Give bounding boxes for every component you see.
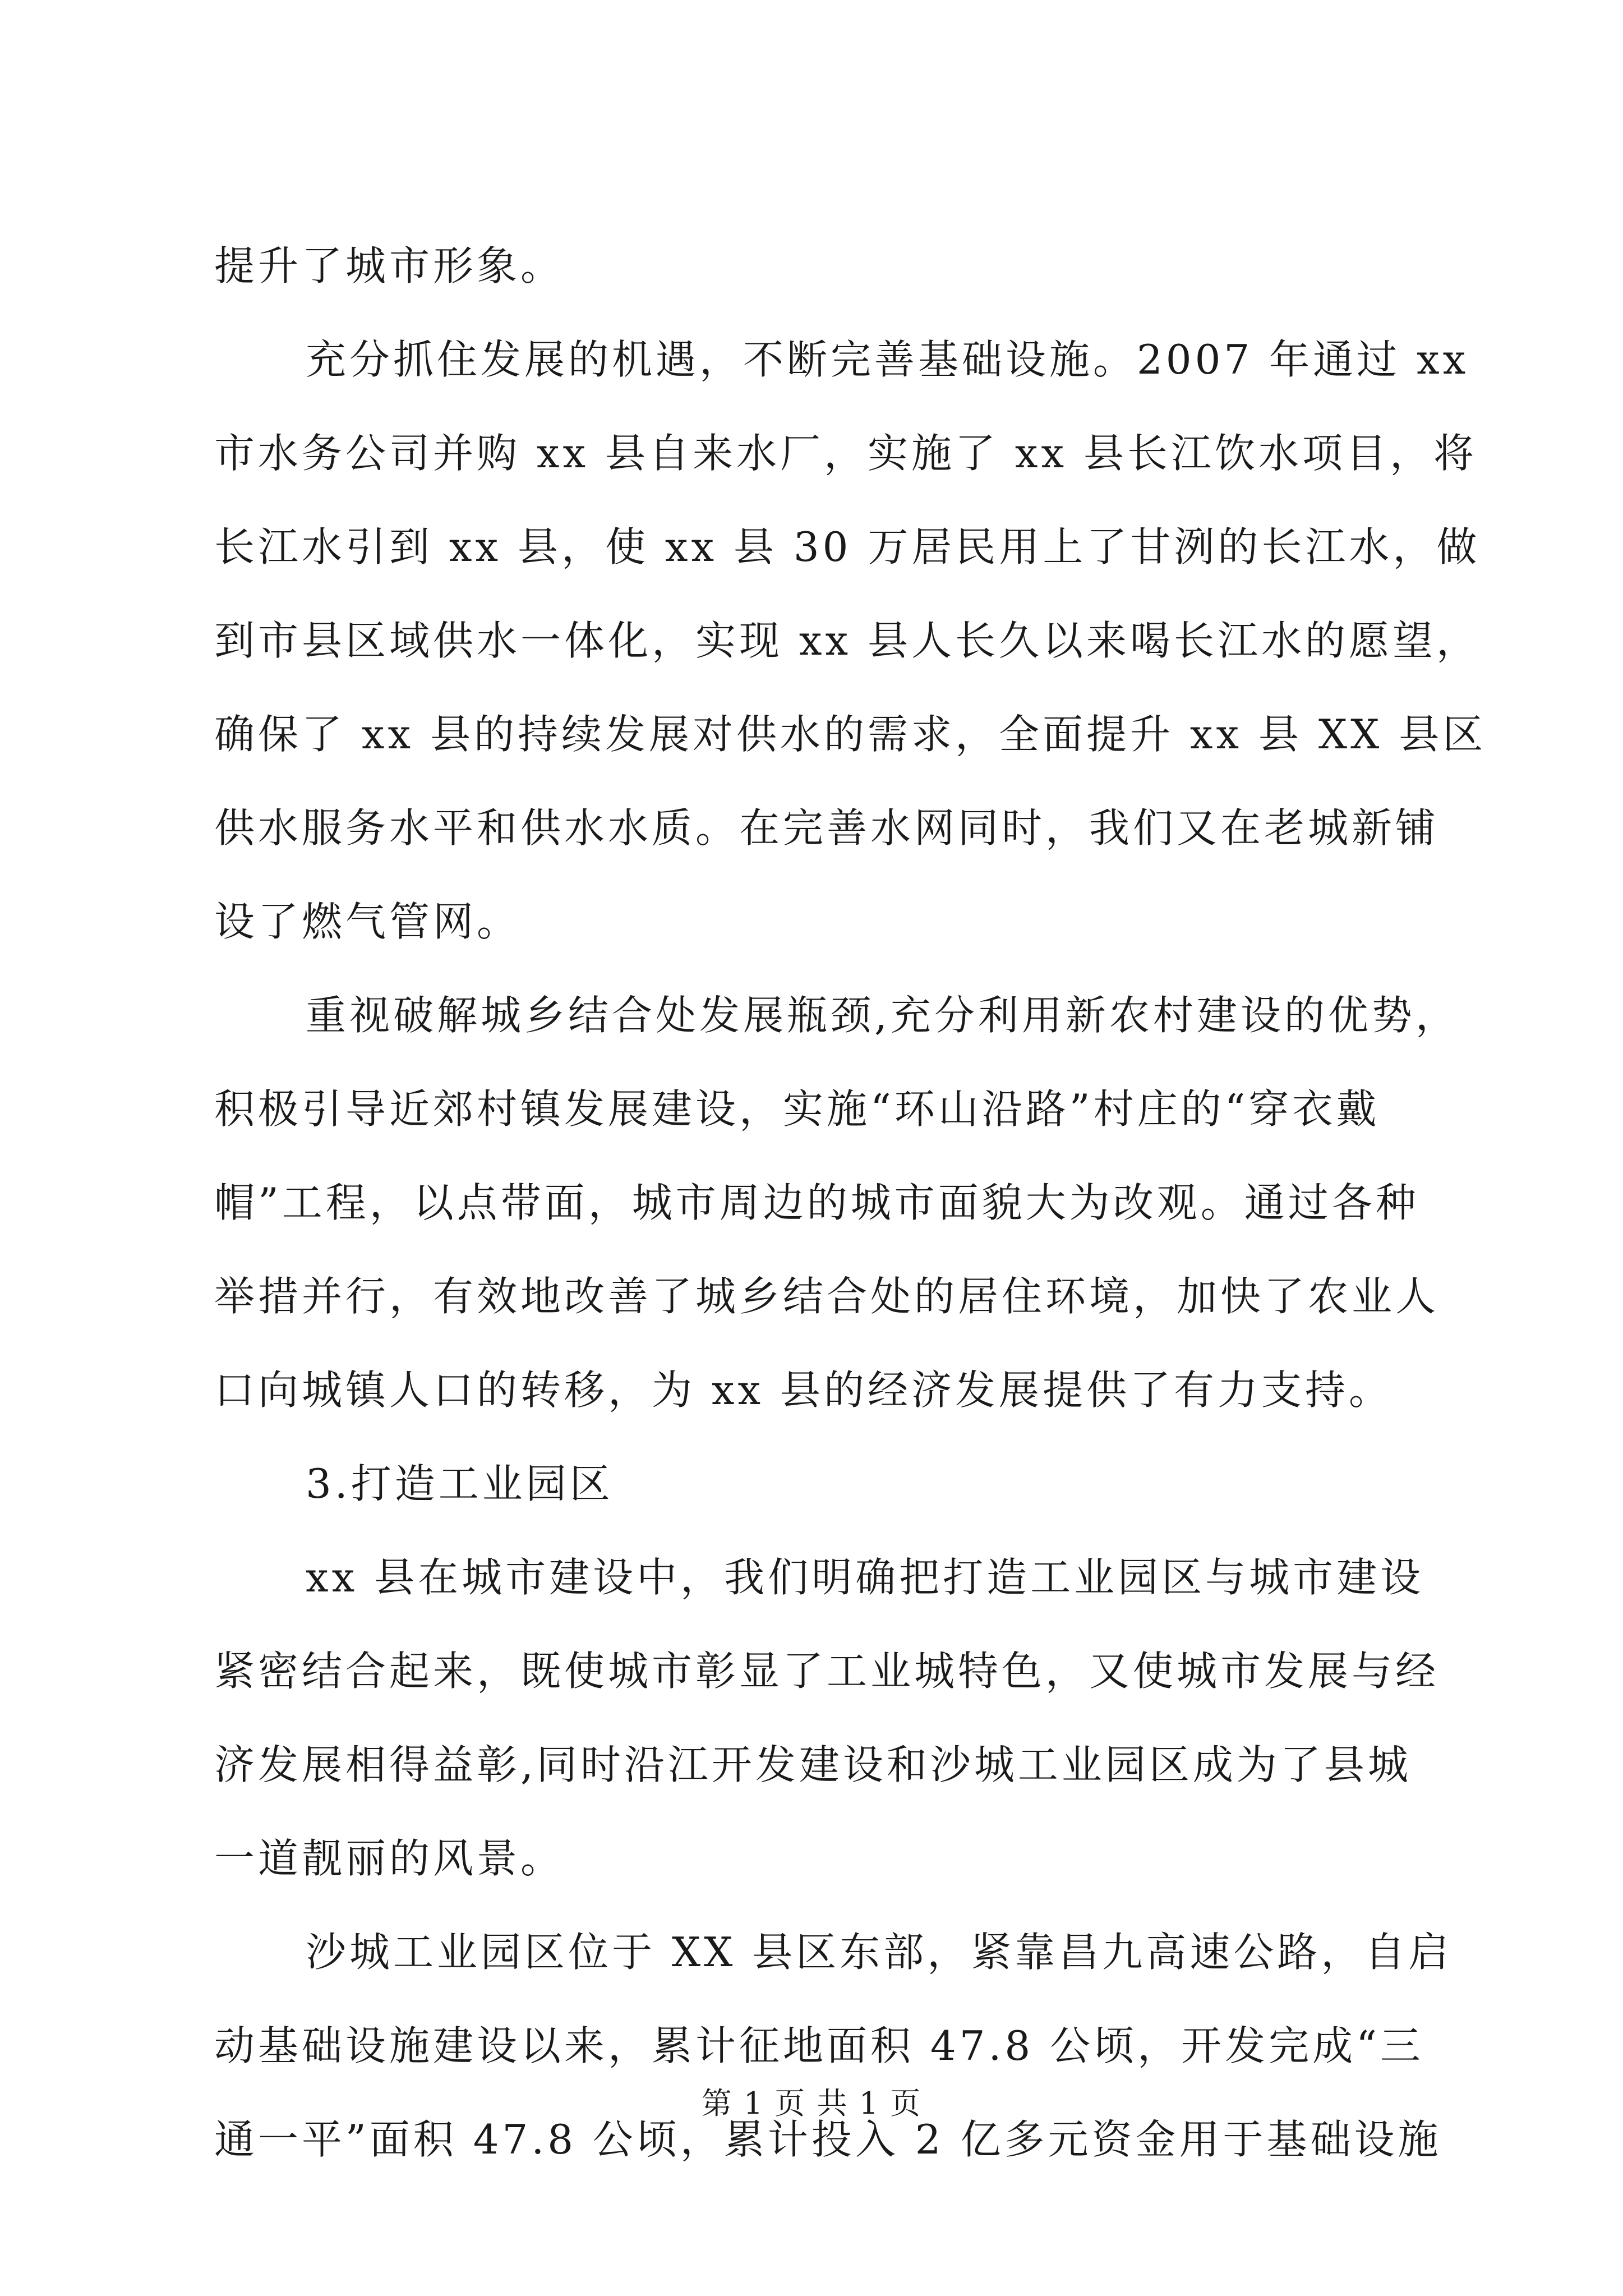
paragraph-start-line: 沙城工业园区位于 XX 县区东部，紧靠昌九高速公路，自启	[306, 1929, 1453, 1976]
text-line: 举措并行，有效地改善了城乡结合处的居住环境，加快了农业人	[214, 1273, 1440, 1320]
text-line: 一道靓丽的风景。	[214, 1835, 565, 1882]
section-heading: 3.打造工业园区	[306, 1460, 614, 1507]
text-line: 帽”工程，以点带面，城市周边的城市面貌大为改观。通过各种	[214, 1179, 1419, 1226]
page-number-label: 第 1 页 共 1 页	[701, 2086, 922, 2121]
paragraph-start-line: 重视破解城乡结合处发展瓶颈,充分利用新农村建设的优势，	[306, 992, 1459, 1039]
text-line: 积极引导近郊村镇发展建设，实施“环山沿路”村庄的“穿衣戴	[214, 1085, 1380, 1133]
text-line: 通一平”面积 47.8 公顷，累计投入 2 亿多元资金用于基础设施	[214, 2116, 1442, 2163]
text-line: 紧密结合起来，既使城市彰显了工业城特色，又使城市发展与经	[214, 1648, 1440, 1695]
text-line: 设了燃气管网。	[214, 898, 521, 945]
paragraph-start-line: 充分抓住发展的机遇，不断完善基础设施。2007 年通过 xx	[306, 336, 1469, 383]
text-line: 口向城镇人口的转移，为 xx 县的经济发展提供了有力支持。	[214, 1366, 1393, 1414]
text-line: 到市县区域供水一体化，实现 xx 县人长久以来喝长江水的愿望，	[214, 617, 1480, 664]
text-line: 长江水引到 xx 县，使 xx 县 30 万居民用上了甘洌的长江水，做	[214, 523, 1481, 570]
text-line: 供水服务水平和供水水质。在完善水网同时，我们又在老城新铺	[214, 804, 1440, 852]
text-line: 市水务公司并购 xx 县自来水厂，实施了 xx 县长江饮水项目，将	[214, 430, 1477, 477]
text-line: 提升了城市形象。	[214, 242, 565, 289]
body-text	[214, 242, 1487, 2213]
paragraph-start-line: xx 县在城市建设中，我们明确把打造工业园区与城市建设	[306, 1554, 1424, 1601]
text-line: 确保了 xx 县的持续发展对供水的需求，全面提升 xx 县 XX 县区	[214, 711, 1487, 758]
text-line: 济发展相得益彰,同时沿江开发建设和沙城工业园区成为了县城	[214, 1741, 1412, 1788]
page-footer	[0, 2087, 1623, 2120]
text-line: 动基础设施建设以来，累计征地面积 47.8 公顷，开发完成“三	[214, 2022, 1424, 2069]
